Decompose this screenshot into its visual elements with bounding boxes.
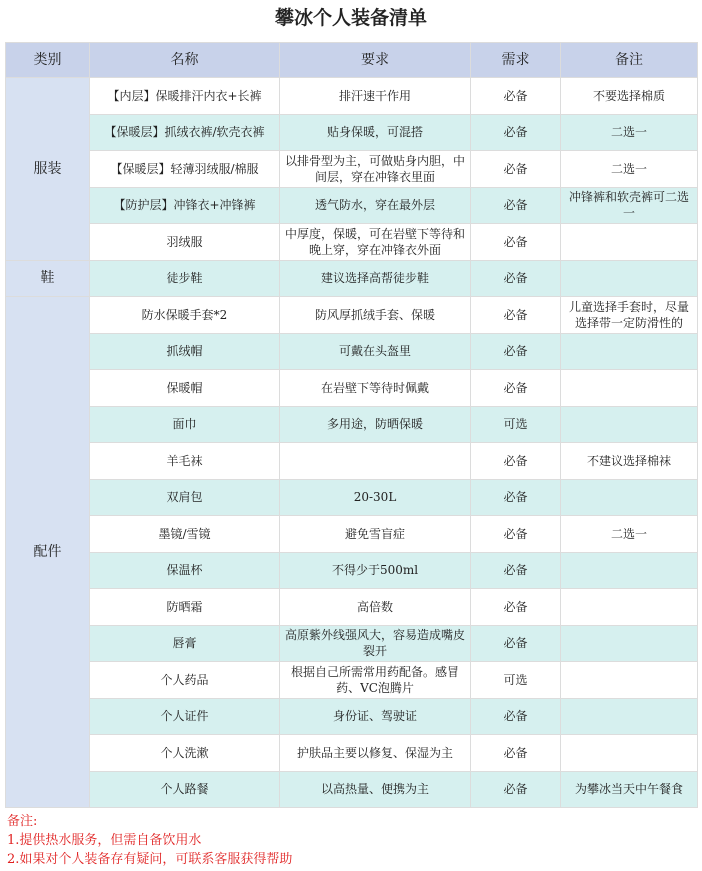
- table-row: [6, 370, 698, 407]
- note-line-2: 2.如果对个人装备存有疑问，可联系客服获得帮助: [7, 852, 293, 867]
- equipment-table: [5, 42, 698, 808]
- item-name-cell: 羊毛袜: [90, 443, 280, 480]
- requirement-cell: 以高热量、便携为主: [280, 771, 471, 808]
- note-cell: [561, 625, 698, 662]
- header-requirement: 要求: [280, 43, 471, 78]
- requirement-cell: 高原紫外线强风大，容易造成嘴皮裂开: [280, 625, 471, 662]
- need-cell: 必备: [471, 297, 561, 334]
- requirement-cell: 护肤品主要以修复、保湿为主: [280, 735, 471, 772]
- category-cell: 配件: [6, 297, 90, 808]
- table-row: [6, 260, 698, 297]
- need-cell: 必备: [471, 698, 561, 735]
- item-name-cell: 防水保暖手套*2: [90, 297, 280, 334]
- requirement-cell: 多用途，防晒保暖: [280, 406, 471, 443]
- item-name-cell: 【防护层】冲锋衣+冲锋裤: [90, 187, 280, 224]
- note-cell: [561, 662, 698, 699]
- table-row: [6, 735, 698, 772]
- item-name-cell: 个人路餐: [90, 771, 280, 808]
- item-name-cell: 保温杯: [90, 552, 280, 589]
- table-row: [6, 151, 698, 188]
- requirement-cell: 透气防水，穿在最外层: [280, 187, 471, 224]
- need-cell: 可选: [471, 406, 561, 443]
- item-name-cell: 防晒霜: [90, 589, 280, 626]
- requirement-cell: 防风厚抓绒手套、保暖: [280, 297, 471, 334]
- item-name-cell: 个人洗漱: [90, 735, 280, 772]
- requirement-cell: 20-30L: [280, 479, 471, 516]
- requirement-cell: 避免雪盲症: [280, 516, 471, 553]
- requirement-cell: 不得少于500ml: [280, 552, 471, 589]
- need-cell: 必备: [471, 479, 561, 516]
- item-name-cell: 个人药品: [90, 662, 280, 699]
- note-cell: 不要选择棉质: [561, 78, 698, 115]
- note-cell: [561, 735, 698, 772]
- need-cell: 必备: [471, 260, 561, 297]
- requirement-cell: 身份证、驾驶证: [280, 698, 471, 735]
- item-name-cell: 唇膏: [90, 625, 280, 662]
- item-name-cell: 保暖帽: [90, 370, 280, 407]
- note-cell: [561, 260, 698, 297]
- table-row: [6, 771, 698, 808]
- item-name-cell: 【保暖层】抓绒衣裤/软壳衣裤: [90, 114, 280, 151]
- item-name-cell: 羽绒服: [90, 224, 280, 261]
- item-name-cell: 面巾: [90, 406, 280, 443]
- note-cell: 二选一: [561, 516, 698, 553]
- item-name-cell: 双肩包: [90, 479, 280, 516]
- note-cell: 不建议选择棉袜: [561, 443, 698, 480]
- header-category: 类别: [6, 43, 90, 78]
- requirement-cell: 高倍数: [280, 589, 471, 626]
- table-row: [6, 662, 698, 699]
- need-cell: 必备: [471, 151, 561, 188]
- note-cell: [561, 224, 698, 261]
- table-row: [6, 406, 698, 443]
- header-need: 需求: [471, 43, 561, 78]
- note-cell: [561, 479, 698, 516]
- header-note: 备注: [561, 43, 698, 78]
- requirement-cell: 中厚度，保暖，可在岩壁下等待和晚上穿，穿在冲锋衣外面: [280, 224, 471, 261]
- table-row: [6, 114, 698, 151]
- item-name-cell: 徒步鞋: [90, 260, 280, 297]
- table-row: [6, 589, 698, 626]
- requirement-cell: 建议选择高帮徒步鞋: [280, 260, 471, 297]
- item-name-cell: 【内层】保暖排汗内衣+长裤: [90, 78, 280, 115]
- table-row: [6, 443, 698, 480]
- table-body: [6, 78, 698, 808]
- need-cell: 必备: [471, 187, 561, 224]
- notes-section: [7, 812, 292, 869]
- need-cell: 必备: [471, 625, 561, 662]
- table-row: [6, 297, 698, 334]
- table-row: [6, 479, 698, 516]
- table-row: [6, 625, 698, 662]
- need-cell: 必备: [471, 370, 561, 407]
- note-cell: 二选一: [561, 114, 698, 151]
- need-cell: 必备: [471, 735, 561, 772]
- note-cell: [561, 698, 698, 735]
- table-row: [6, 698, 698, 735]
- requirement-cell: 在岩壁下等待时佩戴: [280, 370, 471, 407]
- note-cell: [561, 370, 698, 407]
- header-name: 名称: [90, 43, 280, 78]
- need-cell: 必备: [471, 771, 561, 808]
- table-row: [6, 187, 698, 224]
- note-cell: 冲锋裤和软壳裤可二选一: [561, 187, 698, 224]
- notes-label: 备注:: [7, 814, 38, 829]
- table-row: [6, 552, 698, 589]
- note-cell: 为攀冰当天中午餐食: [561, 771, 698, 808]
- note-cell: [561, 333, 698, 370]
- table-row: [6, 516, 698, 553]
- need-cell: 可选: [471, 662, 561, 699]
- item-name-cell: 【保暖层】轻薄羽绒服/棉服: [90, 151, 280, 188]
- table-row: [6, 224, 698, 261]
- requirement-cell: 排汗速干作用: [280, 78, 471, 115]
- item-name-cell: 抓绒帽: [90, 333, 280, 370]
- item-name-cell: 个人证件: [90, 698, 280, 735]
- table-row: [6, 333, 698, 370]
- need-cell: 必备: [471, 589, 561, 626]
- table-row: [6, 78, 698, 115]
- header-row: [6, 43, 698, 78]
- note-cell: 二选一: [561, 151, 698, 188]
- note-cell: [561, 589, 698, 626]
- requirement-cell: 贴身保暖，可混搭: [280, 114, 471, 151]
- need-cell: 必备: [471, 516, 561, 553]
- need-cell: 必备: [471, 78, 561, 115]
- note-line-1: 1.提供热水服务，但需自备饮用水: [7, 833, 202, 848]
- requirement-cell: [280, 443, 471, 480]
- requirement-cell: 根据自己所需常用药配备。感冒药、VC泡腾片: [280, 662, 471, 699]
- need-cell: 必备: [471, 224, 561, 261]
- need-cell: 必备: [471, 114, 561, 151]
- page-title: 攀冰个人装备清单: [274, 7, 427, 29]
- requirement-cell: 可戴在头盔里: [280, 333, 471, 370]
- category-cell: 鞋: [6, 260, 90, 297]
- need-cell: 必备: [471, 443, 561, 480]
- item-name-cell: 墨镜/雪镜: [90, 516, 280, 553]
- note-cell: 儿童选择手套时，尽量选择带一定防滑性的: [561, 297, 698, 334]
- need-cell: 必备: [471, 333, 561, 370]
- category-cell: 服装: [6, 78, 90, 261]
- requirement-cell: 以排骨型为主，可做贴身内胆，中间层，穿在冲锋衣里面: [280, 151, 471, 188]
- need-cell: 必备: [471, 552, 561, 589]
- note-cell: [561, 406, 698, 443]
- note-cell: [561, 552, 698, 589]
